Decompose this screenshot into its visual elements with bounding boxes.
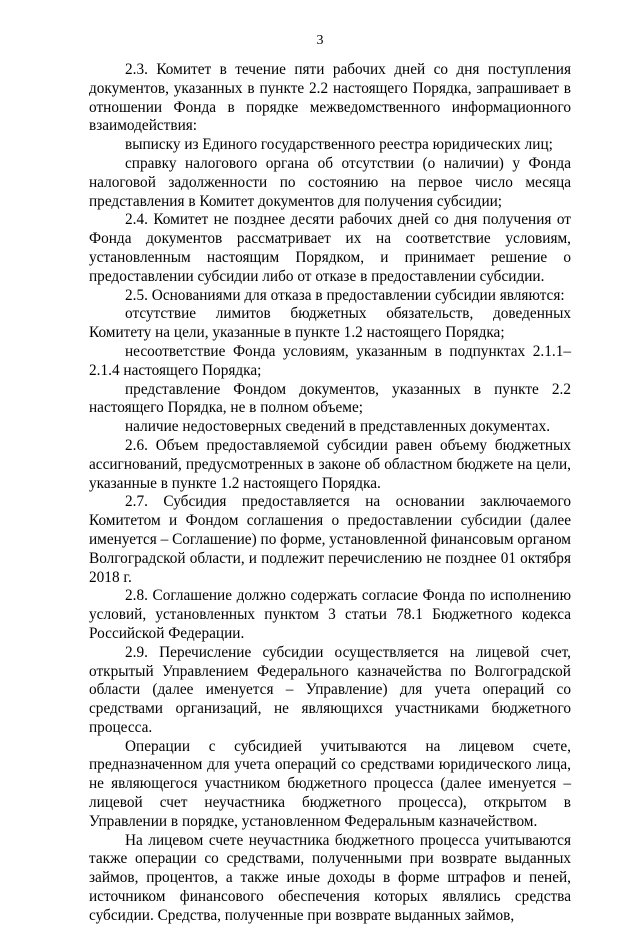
paragraph-additional-operations: На лицевом счете неучастника бюджетного процесса учитываются также операции со средствами, полученными при возврате выданных займов, процентов, а также иные доходы в форме штрафов и пеней, источником финансового обеспечения которых являлись средства субсидии. Средства, полученные при возврате выданных займов, bbox=[89, 831, 571, 924]
paragraph-2-7: 2.7. Субсидия предоставляется на основании заключаемого Комитетом и Фондом соглашения о предоставлении субсидии (далее именуется – Соглашение) по форме, установленной финансовым органом Волгоградской области, и подлежит перечислению не позднее 01 октября 2018 г. bbox=[89, 493, 571, 586]
paragraph-2-8: 2.8. Соглашение должно содержать согласие Фонда по исполнению условий, установленных пунктом 3 статьи 78.1 Бюджетного кодекса Российской Федерации. bbox=[89, 587, 571, 642]
paragraph-item-false-information: наличие недостоверных сведений в представленных документах. bbox=[125, 418, 551, 436]
paragraph-operations-accounting: Операции с субсидией учитываются на лицевом счете, предназначенном для учета операций со средствами юридического лица, не являющегося участником бюджетного процесса (далее именуется – лицевой счет неучастника бюджетного процесса), открытом в Управлении в порядке, установленном Федеральным казначейством. bbox=[89, 737, 571, 830]
page-number: 3 bbox=[316, 33, 324, 48]
paragraph-2-4: 2.4. Комитет не позднее десяти рабочих дней со дня получения от Фонда документов рассматривает их на соответствие условиям, установленным настоящим Порядком, и принимает решение о предоставлении субсидии либо от отказе в предоставлении субсидии. bbox=[89, 211, 571, 285]
document-body bbox=[89, 61, 571, 926]
paragraph-2-6: 2.6. Объем предоставляемой субсидии равен объему бюджетных ассигнований, предусмотренных в законе об областном бюджете на цели, указанные в пункте 1.2 настоящего Порядка. bbox=[89, 436, 571, 492]
paragraph-2-9: 2.9. Перечисление субсидии осуществляется на лицевой счет, открытый Управлением Федерального казначейства по Волгоградской области (далее именуется – Управление) для учета операций со средствами организаций, не являющихся участниками бюджетного процесса. bbox=[89, 643, 571, 736]
paragraph-2-3: 2.3. Комитет в течение пяти рабочих дней со дня поступления документов, указанных в пункте 2.2 настоящего Порядка, запрашивает в отношении Фонда в порядке межведомственного информационного взаимодействия: bbox=[89, 61, 571, 135]
paragraph-item-tax-certificate: справку налогового органа об отсутствии (о наличии) у Фонда налоговой задолженности по состоянию на первое число месяца представления в Комитет документов для получения субсидии; bbox=[89, 154, 571, 210]
paragraph-item-egrul-extract: выписку из Единого государственного реестра юридических лиц; bbox=[125, 136, 553, 154]
paragraph-item-noncompliance: несоответствие Фонда условиям, указанным в подпунктах 2.1.1–2.1.4 настоящего Порядка; bbox=[89, 342, 571, 379]
paragraph-item-incomplete-documents: представление Фондом документов, указанных в пункте 2.2 настоящего Порядка, не в полном объеме; bbox=[89, 380, 571, 417]
paragraph-item-no-limits: отсутствие лимитов бюджетных обязательств, доведенных Комитету на цели, указанные в пункте 1.2 настоящего Порядка; bbox=[89, 305, 571, 342]
paragraph-2-5: 2.5. Основаниями для отказа в предоставлении субсидии являются: bbox=[125, 286, 565, 304]
